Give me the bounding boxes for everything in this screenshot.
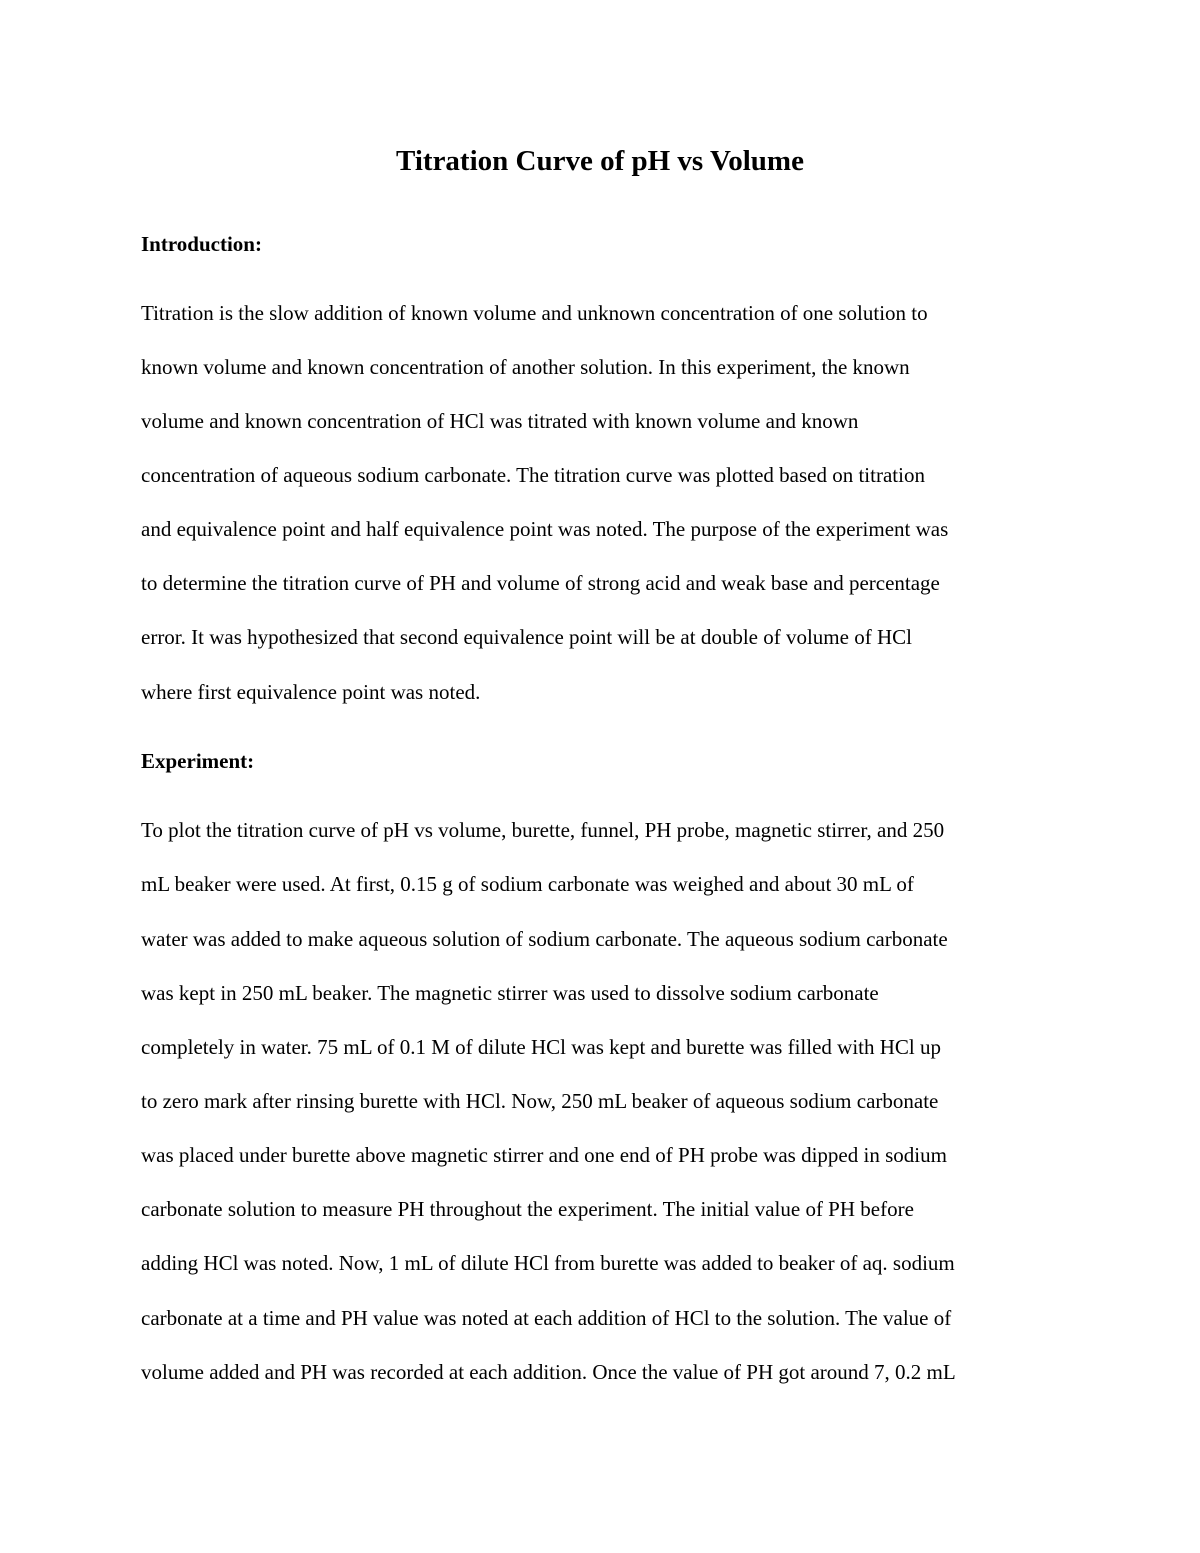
paragraph-line: was kept in 250 mL beaker. The magnetic stirrer was used to dissolve sodium carbonate: [141, 981, 879, 1005]
document-title: Titration Curve of pH vs Volume: [396, 145, 804, 177]
paragraph-line: volume added and PH was recorded at each addition. Once the value of PH got around 7, 0.2 mL: [141, 1360, 956, 1384]
paragraph-line: error. It was hypothesized that second equivalence point will be at double of volume of HCl: [141, 625, 912, 649]
paragraph-line: and equivalence point and half equivalence point was noted. The purpose of the experiment was: [141, 517, 949, 541]
paragraph-line: adding HCl was noted. Now, 1 mL of dilute HCl from burette was added to beaker of aq. sodium: [141, 1251, 955, 1275]
paragraph-line: where first equivalence point was noted.: [141, 680, 481, 704]
paragraph-line: completely in water. 75 mL of 0.1 M of dilute HCl was kept and burette was filled with HCl up: [141, 1035, 941, 1059]
paragraph-line: known volume and known concentration of another solution. In this experiment, the known: [141, 355, 910, 379]
paragraph-line: was placed under burette above magnetic stirrer and one end of PH probe was dipped in sodium: [141, 1143, 947, 1167]
paragraph-line: to zero mark after rinsing burette with HCl. Now, 250 mL beaker of aqueous sodium carbonate: [141, 1089, 939, 1113]
paragraph-line: Titration is the slow addition of known volume and unknown concentration of one solution to: [141, 301, 928, 325]
paragraph-line: volume and known concentration of HCl was titrated with known volume and known: [141, 409, 859, 433]
paragraph-line: To plot the titration curve of pH vs volume, burette, funnel, PH probe, magnetic stirrer, and 250: [141, 818, 945, 842]
section-heading-introduction: Introduction:: [141, 232, 262, 256]
paragraph-line: concentration of aqueous sodium carbonate. The titration curve was plotted based on titration: [141, 463, 925, 487]
paragraph-line: carbonate at a time and PH value was noted at each addition of HCl to the solution. The value of: [141, 1306, 952, 1330]
paragraph-line: carbonate solution to measure PH throughout the experiment. The initial value of PH before: [141, 1197, 914, 1221]
paragraph-line: water was added to make aqueous solution of sodium carbonate. The aqueous sodium carbonate: [141, 927, 948, 951]
paragraph-line: to determine the titration curve of PH and volume of strong acid and weak base and percentage: [141, 571, 940, 595]
section-heading-experiment: Experiment:: [141, 749, 255, 773]
paragraph-line: mL beaker were used. At first, 0.15 g of sodium carbonate was weighed and about 30 mL of: [141, 872, 914, 896]
